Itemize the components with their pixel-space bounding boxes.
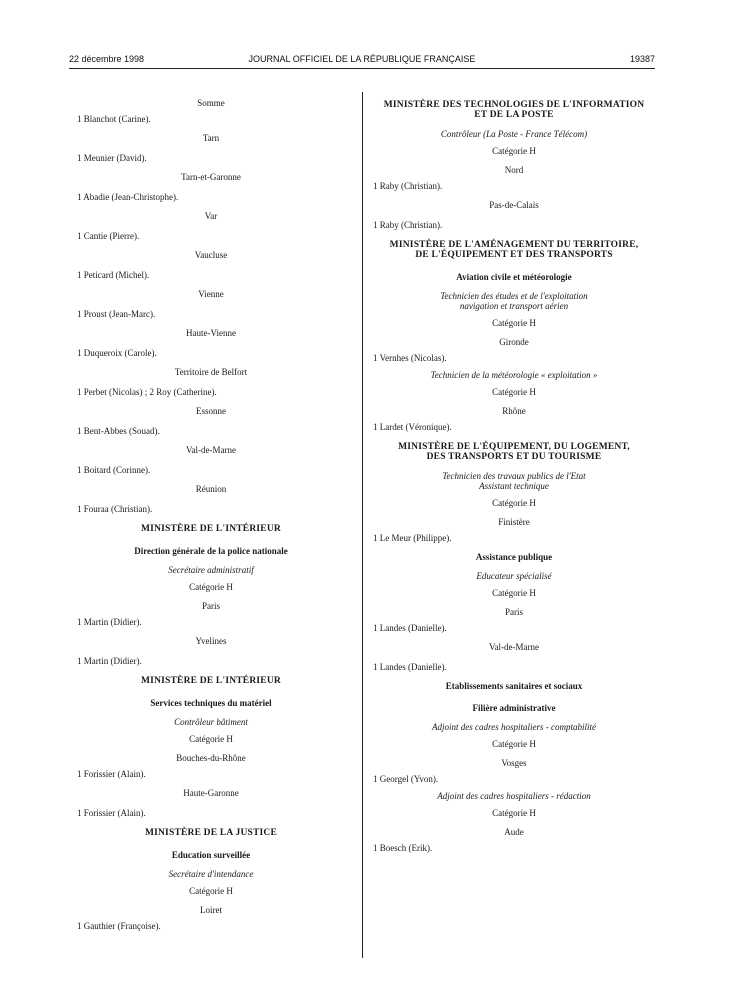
category-label: Catégorie H: [492, 387, 536, 397]
department-heading: Réunion: [195, 484, 227, 494]
list-item: 1 Peticard (Michel).: [77, 270, 150, 280]
list-item: 1 Fouraa (Christian).: [77, 504, 153, 514]
ministry-heading-line: MINISTÈRE DE L'ÉQUIPEMENT, DU LOGEMENT,: [398, 442, 630, 452]
list-item: 1 Vernhes (Nicolas).: [373, 353, 447, 363]
category-label: Catégorie H: [189, 734, 233, 744]
department-heading: Somme: [197, 98, 225, 108]
list-item: 1 Boesch (Erik).: [373, 843, 433, 853]
category-label: Catégorie H: [492, 146, 536, 156]
grade-title: [373, 290, 655, 316]
department-heading: Yvelines: [195, 636, 227, 646]
grade-title: Contrôleur (La Poste - France Télécom): [440, 129, 588, 139]
directorate-heading: Assistance publique: [475, 552, 553, 562]
page-header: [69, 54, 655, 68]
grade-title: Adjoint des cadres hospitaliers - rédaction: [437, 791, 591, 801]
grade-title-line: Assistant technique: [479, 481, 549, 491]
category-label: Catégorie H: [492, 808, 536, 818]
list-item: 1 Lardet (Véronique).: [373, 422, 452, 432]
department-heading: Gironde: [499, 337, 529, 347]
department-heading: Val-de-Marne: [489, 642, 539, 652]
grade-title: Secrétaire administratif: [168, 565, 254, 575]
ministry-heading-line: DES TRANSPORTS ET DU TOURISME: [426, 452, 602, 462]
list-item: 1 Perbet (Nicolas) ; 2 Roy (Catherine).: [77, 387, 217, 397]
department-heading: Territoire de Belfort: [174, 367, 248, 377]
category-label: Catégorie H: [492, 739, 536, 749]
list-item: 1 Proust (Jean-Marc).: [77, 309, 156, 319]
column-divider: [362, 92, 363, 958]
ministry-heading: [373, 94, 655, 128]
list-item: 1 Martin (Didier).: [77, 656, 142, 666]
department-heading: Tarn-et-Garonne: [181, 172, 241, 182]
left-column: [77, 94, 345, 932]
list-item: 1 Boitard (Corinne).: [77, 465, 151, 475]
ministry-heading-line: DE L'ÉQUIPEMENT ET DES TRANSPORTS: [415, 250, 613, 260]
list-item: 1 Blanchot (Carine).: [77, 114, 151, 124]
ministry-heading-line: MINISTÈRE DE L'AMÉNAGEMENT DU TERRITOIRE,: [389, 240, 639, 250]
department-heading: Val-de-Marne: [186, 445, 236, 455]
grade-title: [373, 470, 655, 496]
ministry-heading-line: MINISTÈRE DES TECHNOLOGIES DE L'INFORMATION: [383, 100, 645, 110]
directorate-heading: Etablissements sanitaires et sociaux: [445, 681, 583, 691]
grade-title: Adjoint des cadres hospitaliers - comptabilité: [432, 722, 596, 732]
directorate-heading: Aviation civile et météorologie: [456, 272, 572, 282]
department-heading: Finistère: [498, 517, 530, 527]
department-heading: Bouches-du-Rhône: [176, 753, 246, 763]
department-heading: Essonne: [196, 406, 226, 416]
department-heading: Haute-Vienne: [186, 328, 236, 338]
directorate-heading: Education surveillée: [171, 850, 251, 860]
header-date: 22 décembre 1998: [69, 54, 145, 64]
directorate-heading: Direction générale de la police nationale: [134, 546, 288, 556]
list-item: 1 Raby (Christian).: [373, 181, 443, 191]
ministry-heading: [373, 231, 655, 268]
list-item: 1 Meunier (David).: [77, 153, 147, 163]
ministry-heading: MINISTÈRE DE L'INTÉRIEUR: [141, 524, 281, 534]
list-item: 1 Forissier (Alain).: [77, 769, 146, 779]
grade-title-line: Technicien des travaux publics de l'Etat: [442, 471, 586, 481]
department-heading: Vaucluse: [194, 250, 228, 260]
department-heading: Vienne: [198, 289, 224, 299]
ministry-heading-line: ET DE LA POSTE: [474, 110, 554, 120]
department-heading: Aude: [504, 827, 524, 837]
header-page-number: 19387: [629, 54, 655, 64]
grade-title-line: Technicien des études et de l'exploitation: [440, 291, 588, 301]
department-heading: Var: [204, 211, 218, 221]
category-label: Catégorie H: [189, 582, 233, 592]
department-heading: Haute-Garonne: [183, 788, 239, 798]
list-item: 1 Raby (Christian).: [373, 220, 443, 230]
list-item: 1 Abadie (Jean-Christophe).: [77, 192, 179, 202]
list-item: 1 Martin (Didier).: [77, 617, 142, 627]
grade-title: Technicien de la météorologie « exploitation »: [430, 370, 598, 380]
department-heading: Nord: [504, 165, 524, 175]
department-heading: Rhône: [502, 406, 526, 416]
list-item: 1 Georgel (Yvon).: [373, 774, 439, 784]
department-heading: Pas-de-Calais: [489, 200, 539, 210]
department-heading: Tarn: [202, 133, 220, 143]
directorate-heading: Filière administrative: [472, 703, 556, 713]
grade-title: Contrôleur bâtiment: [174, 717, 248, 727]
category-label: Catégorie H: [492, 498, 536, 508]
ministry-heading: MINISTÈRE DE LA JUSTICE: [144, 828, 278, 838]
category-label: Catégorie H: [492, 318, 536, 328]
list-item: 1 Duqueroix (Carole).: [77, 348, 157, 358]
list-item: 1 Bent-Abbes (Souad).: [77, 426, 160, 436]
category-label: Catégorie H: [492, 588, 536, 598]
department-heading: Paris: [505, 607, 523, 617]
grade-title: Secrétaire d'intendance: [168, 869, 254, 879]
directorate-heading: Services techniques du matériel: [150, 698, 272, 708]
list-item: 1 Landes (Danielle).: [373, 623, 447, 633]
header-title: JOURNAL OFFICIEL DE LA RÉPUBLIQUE FRANÇAISE: [248, 54, 476, 64]
list-item: 1 Forissier (Alain).: [77, 808, 146, 818]
grade-title: Educateur spécialisé: [476, 571, 552, 581]
department-heading: Paris: [202, 601, 220, 611]
header-rule: [69, 68, 655, 69]
list-item: 1 Cantie (Pierre).: [77, 231, 140, 241]
category-label: Catégorie H: [189, 886, 233, 896]
list-item: 1 Landes (Danielle).: [373, 662, 447, 672]
right-column: [373, 94, 655, 854]
ministry-heading: [373, 433, 655, 470]
department-heading: Vosges: [501, 758, 527, 768]
list-item: 1 Gauthier (Françoise).: [77, 921, 161, 931]
grade-title-line: navigation et transport aérien: [459, 301, 569, 311]
department-heading: Loiret: [200, 905, 222, 915]
ministry-heading: MINISTÈRE DE L'INTÉRIEUR: [141, 676, 281, 686]
list-item: 1 Le Meur (Philippe).: [373, 533, 452, 543]
